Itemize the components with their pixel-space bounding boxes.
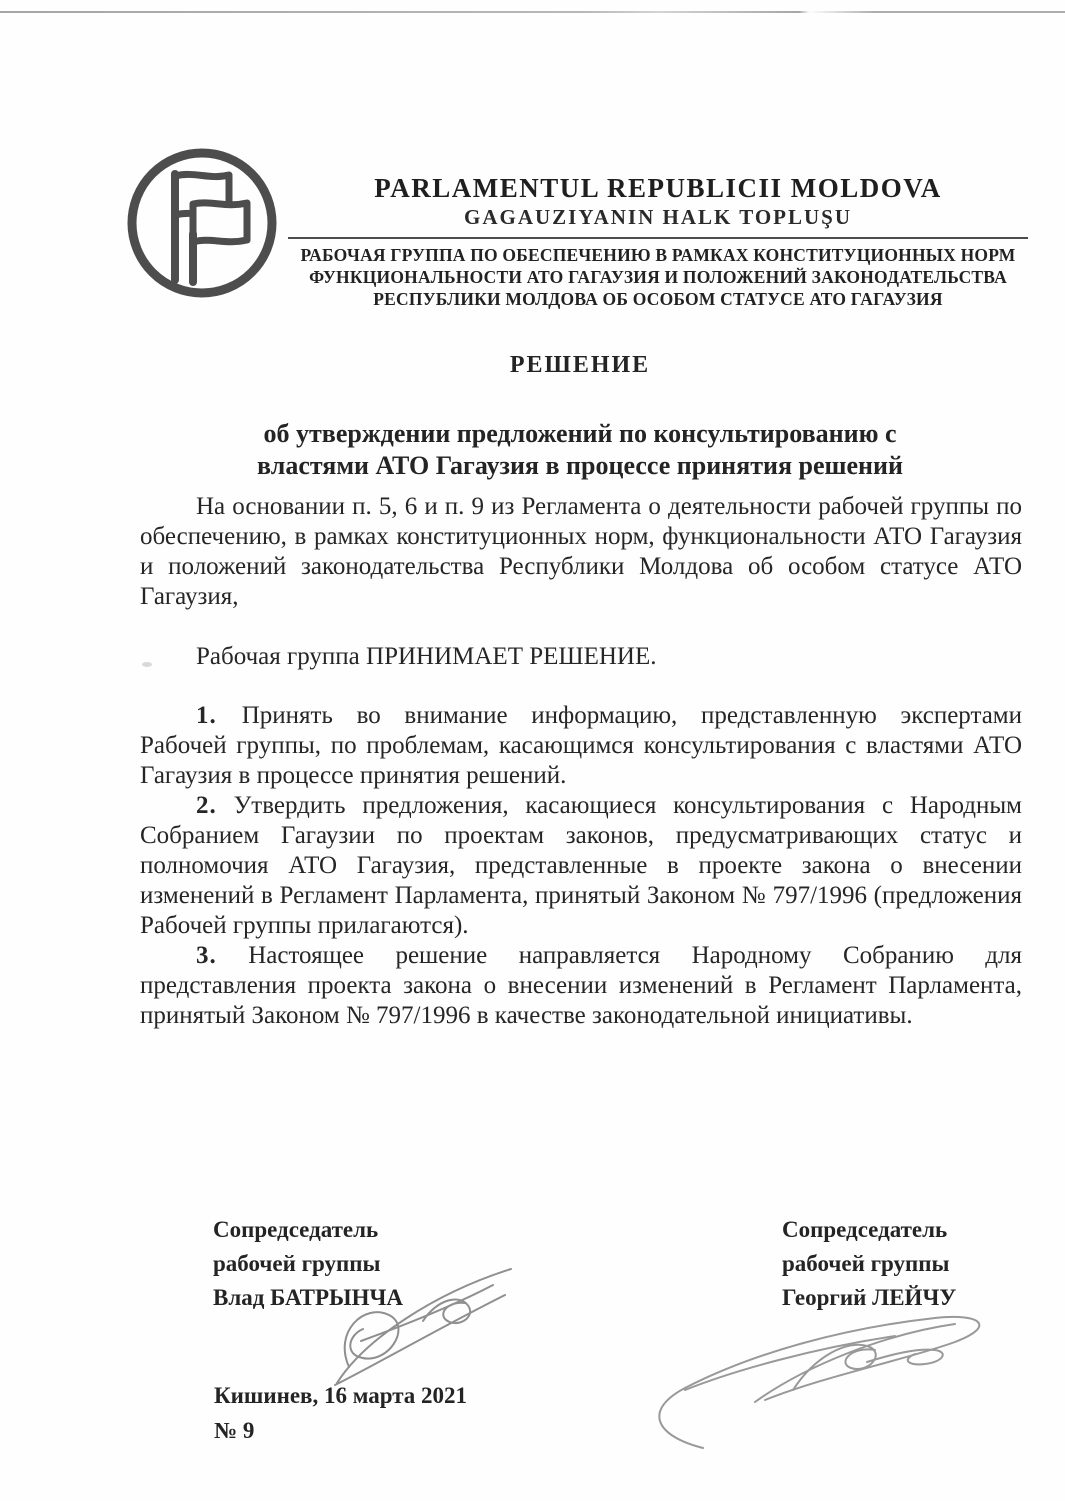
decision-item-2 [140,791,1022,941]
working-group-line-2: ФУНКЦИОНАЛЬНОСТИ АТО ГАГАУЗИЯ И ПОЛОЖЕНИЙ ЗАКОНОДАТЕЛЬСТВА [309,267,1007,287]
decision-subtitle [140,418,1020,482]
decision-items [140,701,1022,1031]
left-signer-name: Влад БАТРЫНЧА [213,1285,403,1310]
handwritten-signature-icon-right [625,1300,1005,1455]
left-signer-role: Сопредседатель [213,1217,379,1242]
letterhead [288,172,1028,310]
decision-body [140,492,1022,1031]
preamble-paragraph: На основании п. 5, 6 и п. 9 из Регламента о деятельности рабочей группы по обеспечению, в рамках конституционных норм, функциональности АТО Гагаузия и положений законодательства Республики Молдова об особом статусе АТО Гагаузия, [140,493,1022,610]
working-group-line-3: РЕСПУБЛИКИ МОЛДОВА ОБ ОСОБОМ СТАТУСЕ АТО ГАГАУЗИЯ [373,289,943,309]
item-2-text: Утвердить предложения, касающиеся консультирования с Народным Собранием Гагаузии по проектам законов, предусматривающих статус и полномочия АТО Гагаузия, представленные в проекте закона о внесении изменений в Регламент Парламента, принятый Законом № 797/1996 (предложения Рабочей группы прилагаются). [140,792,1023,939]
issue-place-date: Кишинев, 16 марта 2021 [214,1383,468,1408]
right-signer-role: Сопредседатель [782,1217,948,1242]
header-divider [288,237,1028,239]
item-1-text: Принять во внимание информацию, представленную экспертами Рабочей группы, по проблемам, касающимся консультирования с властями АТО Гагаузия в процессе принятия решений. [140,702,1022,789]
item-2-number: 2. [196,792,217,819]
decision-item-3 [140,941,1022,1031]
working-group-line-1: РАБОЧАЯ ГРУППА ПО ОБЕСПЕЧЕНИЮ В РАМКАХ КОНСТИТУЦИОННЫХ НОРМ [300,245,1016,265]
decision-item-1 [140,701,1022,791]
parliament-title: PARLAMENTUL REPUBLICII MOLDOVA [374,173,942,203]
assembly-title: GAGAUZIYANIN HALK TOPLUŞU [463,205,853,229]
item-3-text: Настоящее решение направляется Народному Собранию для представления проекта закона о внесении изменений в Регламент Парламента, принятый Законом № 797/1996 в качестве законодательной инициативы. [140,942,1023,1029]
resolution-lead: Рабочая группа ПРИНИМАЕТ РЕШЕНИЕ. [196,643,657,670]
right-signer-name: Георгий ЛЕЙЧУ [782,1285,957,1310]
document-number: № 9 [214,1418,255,1443]
decision-title: РЕШЕНИЕ [509,352,651,378]
decision-subtitle-line-2: властями АТО Гагаузия в процессе принятия решений [257,451,903,480]
right-signer-group: рабочей группы [782,1251,950,1276]
handwritten-signature-icon-left [315,1255,515,1400]
flag-emblem-icon [123,142,285,304]
decision-subtitle-line-1: об утверждении предложений по консультированию с [263,419,897,448]
left-signer-group: рабочей группы [213,1251,381,1276]
item-1-number: 1. [196,702,217,729]
item-3-number: 3. [196,942,217,969]
scan-artifact-line [0,11,1065,13]
